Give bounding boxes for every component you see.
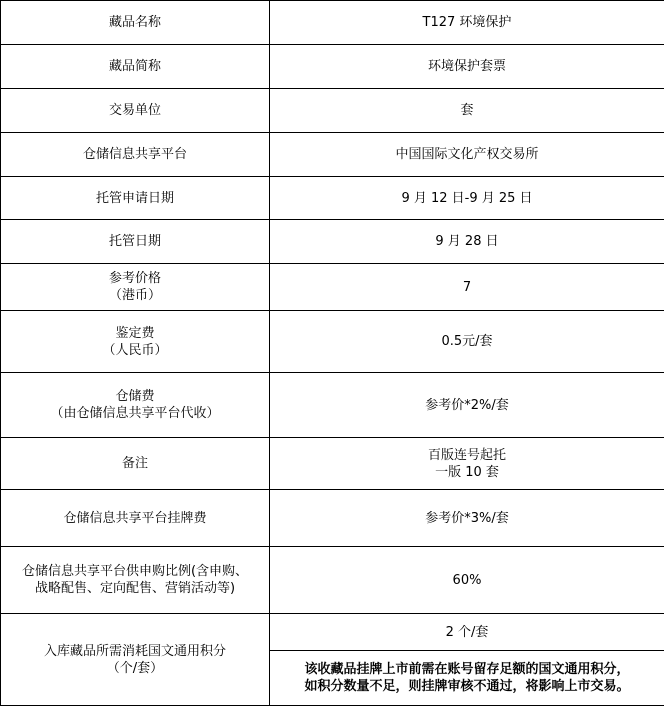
value-cell-remark (270, 438, 664, 490)
value-cell-platform: 中国国际文化产权交易所 (270, 133, 664, 177)
label-cell-name: 藏品名称 (1, 1, 270, 45)
label-line: （由仓储信息共享平台代收） (50, 406, 220, 421)
note-line: 该收藏品挂牌上市前需在账号留存足额的国文通用积分， (304, 662, 630, 677)
label-cell-listing-fee: 仓储信息共享平台挂牌费 (1, 490, 270, 547)
value-cell-trade-unit: 套 (270, 89, 664, 133)
table-row (1, 438, 664, 490)
table-row (1, 89, 664, 133)
label-cell-subscription-ratio (1, 547, 270, 614)
value-cell-apply-date: 9 月 12 日-9 月 25 日 (270, 177, 664, 220)
label-cell-platform: 仓储信息共享平台 (1, 133, 270, 177)
value-cell-name: T127 环境保护 (270, 1, 664, 45)
label-line: （个/套） (106, 660, 164, 676)
value-cell-listing-fee: 参考价*3%/套 (270, 490, 664, 547)
table-row (1, 264, 664, 311)
table-row (1, 614, 664, 651)
label-cell-apply-date: 托管申请日期 (1, 177, 270, 220)
label-cell-ref-price (1, 264, 270, 311)
label-cell-custody-date: 托管日期 (1, 220, 270, 264)
note-line: 如积分数量不足，则挂牌审核不通过，将影响上市交易。 (304, 679, 630, 694)
value-line: 一版 10 套 (435, 464, 499, 480)
value-cell-short-name: 环境保护套票 (270, 45, 664, 89)
value-cell-appraisal-fee: 0.5元/套 (270, 311, 664, 373)
value-line: 百版连号起托 (427, 447, 506, 463)
label-line: 仓储费 (115, 389, 155, 404)
label-cell-remark: 备注 (1, 438, 270, 490)
table-row (1, 547, 664, 614)
label-line: （港币） (108, 288, 161, 303)
table-row (1, 490, 664, 547)
value-cell-ref-price: 7 (270, 264, 664, 311)
table-row (1, 45, 664, 89)
label-cell-storage-fee (1, 373, 270, 438)
label-cell-short-name: 藏品简称 (1, 45, 270, 89)
value-cell-storage-fee: 参考价*2%/套 (270, 373, 664, 438)
value-cell-subscription-ratio: 60% (270, 547, 664, 614)
label-line: 战略配售、定向配售、营销活动等) (34, 581, 236, 596)
table-row (1, 373, 664, 438)
points-note-cell (270, 651, 664, 706)
label-line: 参考价格 (108, 271, 161, 286)
label-line: （人民币） (102, 342, 168, 358)
label-line: 仓储信息共享平台供申购比例(含申购、 (21, 564, 249, 579)
label-cell-points (1, 614, 270, 706)
value-cell-custody-date: 9 月 28 日 (270, 220, 664, 264)
label-line: 入库藏品所需消耗国文通用积分 (43, 643, 226, 659)
table-row (1, 311, 664, 373)
table-row (1, 177, 664, 220)
label-line: 鉴定费 (115, 325, 155, 341)
value-cell-points: 2 个/套 (270, 614, 664, 651)
table-row (1, 133, 664, 177)
label-cell-trade-unit: 交易单位 (1, 89, 270, 133)
table-row (1, 220, 664, 264)
label-cell-appraisal-fee (1, 311, 270, 373)
table-row (1, 1, 664, 45)
